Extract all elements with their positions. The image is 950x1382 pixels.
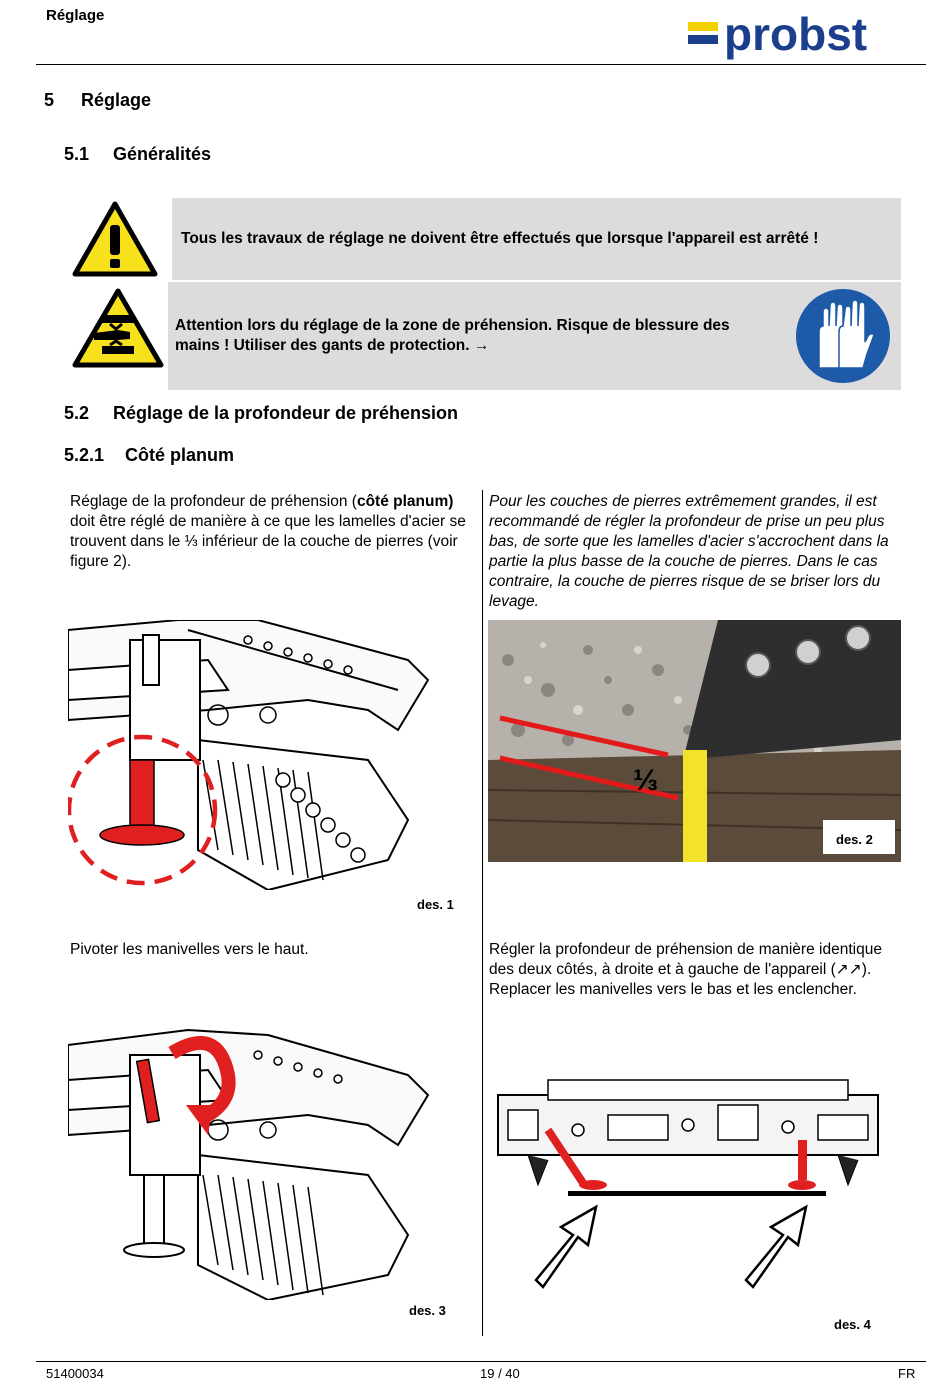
header-divider [36,64,926,65]
section-5-2-1-heading [64,445,234,466]
figure-label: des. 1 [417,897,454,912]
section-title: Généralités [113,144,212,164]
probst-logo [688,8,920,60]
instruction-paragraph: Pivoter les manivelles vers le haut. [70,941,309,958]
figure-2-photo [488,620,901,862]
text-run: doit être réglé de manière à ce que les lamelles d'acier se trouvent dans le ⅓ inférieur de la couche de pierres (voir figure 2). [70,513,466,570]
warning-text: Tous les travaux de réglage ne doivent être effectués que lorsque l'appareil est arrêté ! [181,230,819,247]
section-number: 5.2 [64,403,90,423]
section-number: 5.1 [64,144,90,164]
instruction-paragraph [70,492,470,572]
section-title: Côté planum [125,445,235,465]
text-run-bold: côté planum) [356,493,454,510]
figure-label: des. 3 [409,1303,446,1318]
protective-gloves-icon [795,288,891,384]
warning-box-general [172,198,901,280]
warning-box-hands [168,282,901,390]
section-5-heading [44,90,151,111]
footer-page-number: 19 / 40 [480,1366,520,1381]
footer-divider [36,1361,926,1362]
logo-text: probst [724,8,868,60]
one-third-mark: ⅓ [633,764,659,797]
section-title: Réglage [81,90,152,110]
figure-3-drawing [68,1025,468,1300]
warning-text: Attention lors du réglage de la zone de préhension. Risque de blessure des mains ! Utiliser des gants de protection. → [175,317,730,354]
instruction-paragraph: Régler la profondeur de préhension de manière identique des deux côtés, à droite et à gauche de l'appareil (↗↗). Replacer les manivelles vers le bas et les enclencher. [489,941,882,998]
footer-language: FR [898,1366,916,1381]
text-run: Réglage de la profondeur de préhension ( [70,493,357,510]
section-title: Réglage de la profondeur de préhension [113,403,459,423]
section-number: 5.2.1 [64,445,105,465]
figure-1-drawing [68,620,468,890]
figure-label: des. 2 [836,832,873,847]
section-5-1-heading [64,144,211,165]
warning-triangle-icon [72,201,158,277]
figure-label: des. 4 [834,1317,871,1332]
section-number: 5 [44,90,55,110]
footer-doc-number: 51400034 [46,1366,104,1381]
section-5-2-heading [64,403,458,424]
column-divider [482,490,483,1336]
note-paragraph: Pour les couches de pierres extrêmement grandes, il est recommandé de régler la profondeur de prise un peu plus bas, de sorte que les lamelles d'acier s'accrochent dans la partie la plus basse de la couche de pierres. Dans le cas contraire, la couche de pierres risque de se briser lors du levage. [489,493,889,610]
figure-4-drawing [488,1075,901,1290]
hand-crush-warning-icon [72,288,164,368]
header-title: Réglage [46,7,105,24]
